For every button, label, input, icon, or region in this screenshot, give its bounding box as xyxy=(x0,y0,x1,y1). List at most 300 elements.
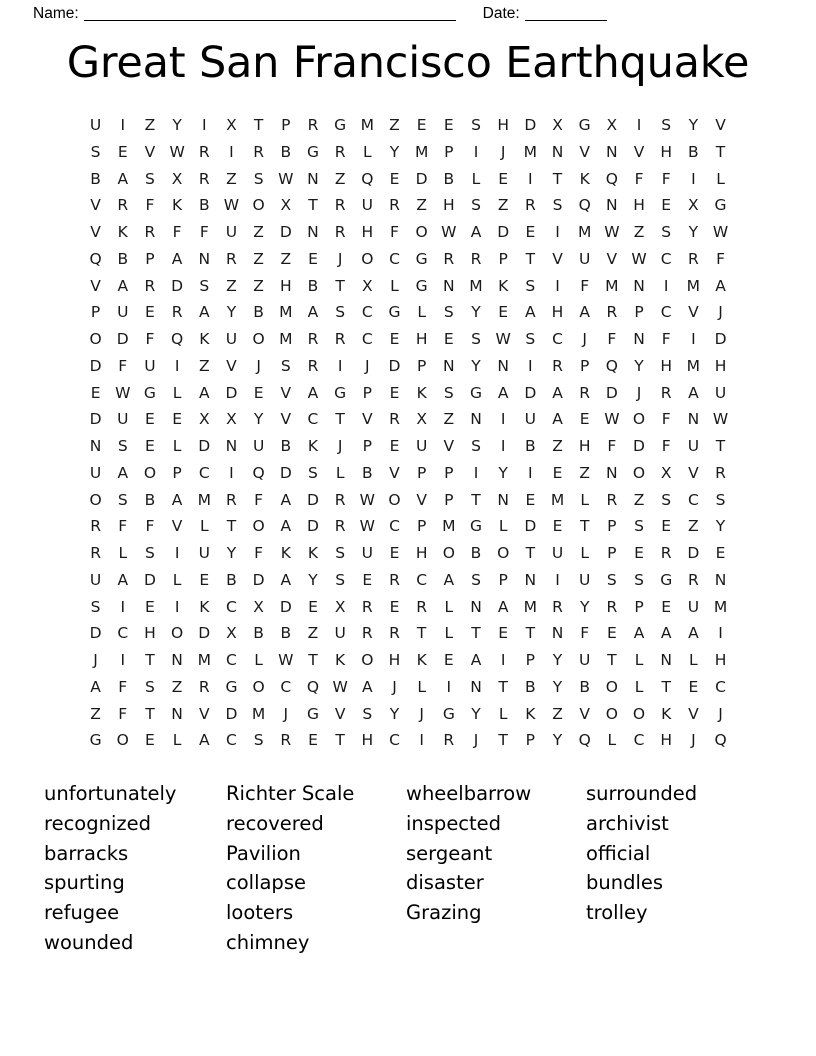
grid-cell[interactable]: U xyxy=(225,223,238,241)
word-list-item[interactable]: inspected xyxy=(406,811,502,835)
grid-cell[interactable]: B xyxy=(253,303,264,322)
grid-cell[interactable]: E xyxy=(552,517,563,536)
grid-cell[interactable]: B xyxy=(525,437,536,455)
grid-cell[interactable]: Z xyxy=(552,437,563,455)
grid-cell[interactable]: D xyxy=(225,383,238,402)
grid-cell[interactable]: E xyxy=(498,169,509,188)
grid-cell[interactable]: T xyxy=(226,517,237,536)
grid-cell[interactable]: K xyxy=(579,169,590,188)
grid-cell[interactable]: U xyxy=(89,570,102,589)
grid-cell[interactable]: W xyxy=(712,223,729,241)
grid-cell[interactable]: E xyxy=(525,223,536,241)
grid-cell[interactable]: U xyxy=(687,597,700,616)
grid-cell[interactable]: M xyxy=(197,490,211,509)
grid-cell[interactable]: I xyxy=(691,169,696,188)
grid-cell[interactable]: G xyxy=(89,731,102,750)
grid-cell[interactable]: A xyxy=(470,651,482,669)
grid-cell[interactable]: W xyxy=(332,677,348,696)
grid-cell[interactable]: V xyxy=(443,437,455,455)
grid-cell[interactable]: R xyxy=(361,624,373,643)
grid-cell[interactable]: L xyxy=(417,677,426,696)
grid-cell[interactable]: U xyxy=(415,437,428,455)
grid-cell[interactable]: I xyxy=(555,223,560,241)
grid-cell[interactable]: V xyxy=(633,142,645,161)
grid-cell[interactable]: R xyxy=(443,731,455,750)
grid-cell[interactable]: L xyxy=(634,677,644,696)
grid-cell[interactable]: I xyxy=(500,437,506,455)
grid-cell[interactable]: Z xyxy=(253,223,264,241)
grid-cell[interactable]: V xyxy=(552,249,563,268)
grid-cell[interactable]: N xyxy=(606,196,618,215)
grid-cell[interactable]: J xyxy=(256,356,261,375)
grid-cell[interactable]: J xyxy=(718,704,723,723)
grid-cell[interactable]: R xyxy=(443,249,455,268)
word-list-item[interactable]: disaster xyxy=(406,871,484,895)
grid-cell[interactable]: C xyxy=(687,490,699,509)
grid-cell[interactable]: B xyxy=(579,677,590,696)
grid-cell[interactable]: R xyxy=(280,731,292,750)
grid-cell[interactable]: T xyxy=(253,116,264,134)
grid-cell[interactable]: X xyxy=(552,116,563,134)
grid-cell[interactable]: I xyxy=(718,624,723,643)
grid-cell[interactable]: I xyxy=(500,410,506,429)
grid-cell[interactable]: D xyxy=(633,437,645,455)
word-list-item[interactable]: archivist xyxy=(586,811,669,835)
grid-cell[interactable]: L xyxy=(199,517,209,536)
grid-cell[interactable]: I xyxy=(528,463,533,482)
grid-cell[interactable]: D xyxy=(306,517,319,536)
grid-cell[interactable]: P xyxy=(362,437,372,455)
grid-cell[interactable]: N xyxy=(470,677,482,696)
grid-cell[interactable]: V xyxy=(579,704,590,723)
grid-cell[interactable]: R xyxy=(660,544,672,562)
grid-cell[interactable]: Z xyxy=(226,276,237,295)
grid-cell[interactable]: G xyxy=(660,570,673,589)
grid-cell[interactable]: Y xyxy=(552,677,563,696)
grid-cell[interactable]: V xyxy=(606,249,618,268)
grid-cell[interactable]: D xyxy=(143,570,156,589)
grid-cell[interactable]: R xyxy=(552,356,563,375)
grid-cell[interactable]: A xyxy=(579,303,590,322)
grid-cell[interactable]: I xyxy=(473,142,479,161)
grid-cell[interactable]: Y xyxy=(634,356,644,375)
grid-cell[interactable]: H xyxy=(361,731,374,750)
grid-cell[interactable]: X xyxy=(253,597,264,616)
grid-cell[interactable]: M xyxy=(279,303,293,322)
grid-cell[interactable]: D xyxy=(714,330,727,348)
grid-cell[interactable]: R xyxy=(606,303,618,322)
grid-cell[interactable]: A xyxy=(171,490,183,509)
grid-cell[interactable]: L xyxy=(716,169,725,188)
grid-cell[interactable]: G xyxy=(334,383,347,402)
grid-cell[interactable]: D xyxy=(89,356,102,375)
word-list-item[interactable]: collapse xyxy=(226,871,306,895)
grid-cell[interactable]: F xyxy=(199,223,209,241)
grid-cell[interactable]: R xyxy=(660,383,672,402)
grid-cell[interactable]: B xyxy=(525,677,536,696)
grid-cell[interactable]: X xyxy=(606,116,618,134)
grid-cell[interactable]: Z xyxy=(253,249,264,268)
grid-cell[interactable]: W xyxy=(495,330,511,348)
grid-cell[interactable]: S xyxy=(471,196,481,215)
word-list-item[interactable]: spurting xyxy=(44,871,125,895)
grid-cell[interactable]: D xyxy=(279,463,292,482)
grid-cell[interactable]: C xyxy=(660,303,672,322)
grid-cell[interactable]: E xyxy=(715,544,726,562)
grid-cell[interactable]: Q xyxy=(605,356,618,375)
grid-cell[interactable]: K xyxy=(117,223,128,241)
grid-cell[interactable]: T xyxy=(416,624,427,643)
grid-cell[interactable]: P xyxy=(498,570,508,589)
grid-cell[interactable]: R xyxy=(253,142,264,161)
grid-cell[interactable]: I xyxy=(174,597,180,616)
grid-cell[interactable]: Q xyxy=(714,731,727,750)
grid-cell[interactable]: U xyxy=(361,196,373,215)
grid-cell[interactable]: T xyxy=(335,731,345,750)
grid-cell[interactable]: T xyxy=(308,196,318,215)
grid-cell[interactable]: S xyxy=(145,544,155,562)
word-list-item[interactable]: surrounded xyxy=(586,782,698,805)
grid-cell[interactable]: E xyxy=(362,570,373,589)
grid-cell[interactable]: L xyxy=(172,383,182,402)
grid-cell[interactable]: E xyxy=(389,169,400,188)
grid-cell[interactable]: X xyxy=(226,624,237,643)
grid-cell[interactable]: X xyxy=(226,116,237,134)
grid-cell[interactable]: Z xyxy=(443,410,455,429)
grid-cell[interactable]: Q xyxy=(89,249,102,268)
grid-cell[interactable]: T xyxy=(525,544,536,562)
grid-cell[interactable]: S xyxy=(280,356,291,375)
grid-cell[interactable]: P xyxy=(634,597,644,616)
grid-cell[interactable]: X xyxy=(171,169,183,188)
grid-cell[interactable]: Y xyxy=(498,463,508,482)
grid-cell[interactable]: H xyxy=(714,651,727,669)
grid-cell[interactable]: A xyxy=(198,303,210,322)
grid-cell[interactable]: H xyxy=(660,356,673,375)
grid-cell[interactable]: Q xyxy=(306,677,320,696)
grid-cell[interactable]: Z xyxy=(198,356,210,375)
grid-cell[interactable]: A xyxy=(117,169,129,188)
grid-cell[interactable]: A xyxy=(688,383,699,402)
grid-cell[interactable]: E xyxy=(389,383,400,402)
grid-cell[interactable]: U xyxy=(144,356,156,375)
grid-cell[interactable]: F xyxy=(661,169,671,188)
grid-cell[interactable]: D xyxy=(524,383,537,402)
grid-cell[interactable]: K xyxy=(416,651,427,669)
grid-cell[interactable]: K xyxy=(280,544,291,562)
grid-cell[interactable]: M xyxy=(605,276,619,295)
grid-cell[interactable]: Z xyxy=(497,196,509,215)
grid-cell[interactable]: R xyxy=(198,677,210,696)
grid-cell[interactable]: U xyxy=(551,544,564,562)
grid-cell[interactable]: X xyxy=(226,410,237,429)
grid-cell[interactable]: W xyxy=(631,249,647,268)
grid-cell[interactable]: E xyxy=(253,383,264,402)
grid-cell[interactable]: G xyxy=(388,303,401,322)
grid-cell[interactable]: S xyxy=(335,544,346,562)
grid-cell[interactable]: H xyxy=(279,276,292,295)
grid-cell[interactable]: H xyxy=(714,356,727,375)
grid-cell[interactable]: O xyxy=(252,677,265,696)
grid-cell[interactable]: E xyxy=(172,410,182,429)
grid-cell[interactable]: O xyxy=(632,463,646,482)
grid-cell[interactable]: F xyxy=(145,330,155,348)
grid-cell[interactable]: J xyxy=(365,356,370,375)
grid-cell[interactable]: V xyxy=(226,356,237,375)
grid-cell[interactable]: M xyxy=(360,116,374,134)
grid-cell[interactable]: R xyxy=(334,223,346,241)
grid-cell[interactable]: O xyxy=(252,517,265,536)
grid-cell[interactable]: S xyxy=(335,570,346,589)
grid-cell[interactable]: T xyxy=(471,624,481,643)
grid-cell[interactable]: T xyxy=(335,276,345,295)
grid-cell[interactable]: P xyxy=(416,463,427,482)
grid-cell[interactable]: Z xyxy=(579,463,590,482)
grid-cell[interactable]: V xyxy=(389,463,400,482)
grid-cell[interactable]: Z xyxy=(280,249,292,268)
grid-cell[interactable]: D xyxy=(252,570,265,589)
grid-cell[interactable]: N xyxy=(524,570,537,589)
grid-cell[interactable]: W xyxy=(278,651,294,669)
grid-cell[interactable]: J xyxy=(337,249,343,268)
grid-cell[interactable]: A xyxy=(688,624,699,643)
grid-cell[interactable]: K xyxy=(307,437,319,455)
grid-cell[interactable]: W xyxy=(223,196,240,215)
grid-cell[interactable]: C xyxy=(389,249,400,268)
grid-cell[interactable]: M xyxy=(713,597,728,616)
grid-cell[interactable]: R xyxy=(198,142,210,161)
grid-cell[interactable]: S xyxy=(661,223,672,241)
grid-cell[interactable]: F xyxy=(145,517,155,536)
grid-cell[interactable]: Q xyxy=(578,196,591,215)
grid-cell[interactable]: N xyxy=(225,437,238,455)
grid-cell[interactable]: I xyxy=(555,570,560,589)
grid-cell[interactable]: T xyxy=(145,704,155,723)
grid-cell[interactable]: N xyxy=(171,651,183,669)
grid-cell[interactable]: E xyxy=(416,116,427,134)
grid-cell[interactable]: Z xyxy=(90,704,101,723)
grid-cell[interactable]: W xyxy=(604,410,620,429)
grid-cell[interactable]: S xyxy=(117,437,128,455)
grid-cell[interactable]: S xyxy=(606,570,617,589)
grid-cell[interactable]: G xyxy=(225,677,238,696)
grid-cell[interactable]: K xyxy=(661,704,672,723)
grid-cell[interactable]: A xyxy=(497,597,509,616)
grid-cell[interactable]: C xyxy=(307,410,319,429)
grid-cell[interactable]: A xyxy=(552,383,563,402)
grid-cell[interactable]: R xyxy=(389,196,400,215)
grid-cell[interactable]: E xyxy=(443,651,454,669)
grid-cell[interactable]: M xyxy=(197,651,211,669)
grid-cell[interactable]: F xyxy=(580,276,590,295)
grid-cell[interactable]: E xyxy=(145,731,155,750)
grid-cell[interactable]: A xyxy=(171,249,183,268)
grid-cell[interactable]: O xyxy=(632,704,646,723)
grid-cell[interactable]: G xyxy=(415,276,428,295)
grid-cell[interactable]: D xyxy=(524,517,537,536)
grid-cell[interactable]: P xyxy=(416,517,427,536)
grid-cell[interactable]: D xyxy=(497,223,510,241)
grid-cell[interactable]: T xyxy=(145,651,155,669)
grid-cell[interactable]: R xyxy=(552,597,563,616)
grid-cell[interactable]: L xyxy=(172,731,182,750)
grid-cell[interactable]: N xyxy=(551,624,564,643)
grid-cell[interactable]: Y xyxy=(308,570,318,589)
grid-cell[interactable]: Z xyxy=(389,116,400,134)
grid-cell[interactable]: D xyxy=(171,276,184,295)
grid-cell[interactable]: D xyxy=(605,383,618,402)
grid-cell[interactable]: L xyxy=(689,651,698,669)
grid-cell[interactable]: T xyxy=(335,410,345,429)
grid-cell[interactable]: N xyxy=(714,570,727,589)
grid-cell[interactable]: L xyxy=(390,276,399,295)
grid-cell[interactable]: F xyxy=(145,196,155,215)
grid-cell[interactable]: Z xyxy=(633,490,645,509)
grid-cell[interactable]: R xyxy=(90,517,101,536)
grid-cell[interactable]: X xyxy=(688,196,699,215)
grid-cell[interactable]: M xyxy=(469,276,483,295)
grid-cell[interactable]: Y xyxy=(389,704,400,723)
grid-cell[interactable]: D xyxy=(89,410,102,429)
grid-cell[interactable]: L xyxy=(498,517,508,536)
grid-cell[interactable]: J xyxy=(283,704,289,723)
grid-cell[interactable]: E xyxy=(145,437,155,455)
grid-cell[interactable]: A xyxy=(280,490,292,509)
grid-cell[interactable]: S xyxy=(471,116,481,134)
grid-cell[interactable]: R xyxy=(90,544,101,562)
grid-cell[interactable]: D xyxy=(89,624,102,643)
grid-cell[interactable]: V xyxy=(90,276,101,295)
grid-cell[interactable]: Z xyxy=(253,276,264,295)
grid-cell[interactable]: P xyxy=(607,517,617,536)
grid-cell[interactable]: V xyxy=(280,410,292,429)
grid-cell[interactable]: F xyxy=(118,517,128,536)
grid-cell[interactable]: N xyxy=(307,169,319,188)
grid-cell[interactable]: S xyxy=(90,597,101,616)
grid-cell[interactable]: D xyxy=(198,624,211,643)
grid-cell[interactable]: A xyxy=(307,303,319,322)
grid-cell[interactable]: L xyxy=(172,570,182,589)
grid-cell[interactable]: L xyxy=(498,704,508,723)
grid-cell[interactable]: R xyxy=(470,249,482,268)
grid-cell[interactable]: N xyxy=(443,276,455,295)
grid-cell[interactable]: Y xyxy=(471,704,481,723)
grid-cell[interactable]: T xyxy=(607,651,617,669)
grid-cell[interactable]: P xyxy=(416,356,427,375)
grid-cell[interactable]: V xyxy=(362,410,373,429)
grid-cell[interactable]: D xyxy=(415,169,428,188)
grid-cell[interactable]: F xyxy=(607,437,617,455)
grid-cell[interactable]: U xyxy=(334,624,346,643)
word-list-item[interactable]: Pavilion xyxy=(226,841,301,865)
grid-cell[interactable]: U xyxy=(89,463,102,482)
grid-cell[interactable]: M xyxy=(577,223,592,241)
grid-cell[interactable]: U xyxy=(252,437,265,455)
grid-cell[interactable]: C xyxy=(361,330,373,348)
grid-cell[interactable]: C xyxy=(226,651,237,669)
grid-cell[interactable]: F xyxy=(118,704,128,723)
grid-cell[interactable]: C xyxy=(660,249,672,268)
word-list-item[interactable]: looters xyxy=(226,901,294,925)
grid-cell[interactable]: E xyxy=(443,116,454,134)
grid-cell[interactable]: I xyxy=(120,116,126,134)
grid-cell[interactable]: K xyxy=(199,330,210,348)
grid-cell[interactable]: T xyxy=(661,677,671,696)
grid-cell[interactable]: P xyxy=(145,249,155,268)
grid-cell[interactable]: J xyxy=(691,731,696,750)
grid-cell[interactable]: C xyxy=(361,303,373,322)
grid-cell[interactable]: R xyxy=(334,490,346,509)
grid-cell[interactable]: C xyxy=(552,330,563,348)
grid-cell[interactable]: I xyxy=(120,597,126,616)
grid-cell[interactable]: L xyxy=(580,544,589,562)
grid-cell[interactable]: C xyxy=(389,517,400,536)
grid-cell[interactable]: U xyxy=(225,330,238,348)
grid-cell[interactable]: N xyxy=(633,276,645,295)
grid-cell[interactable]: S xyxy=(661,490,672,509)
grid-cell[interactable]: M xyxy=(523,597,538,616)
grid-cell[interactable]: O xyxy=(143,463,157,482)
word-list-item[interactable]: official xyxy=(586,841,651,865)
grid-cell[interactable]: V xyxy=(144,142,156,161)
grid-cell[interactable]: R xyxy=(307,330,319,348)
grid-cell[interactable]: B xyxy=(144,490,156,509)
grid-cell[interactable]: T xyxy=(498,731,508,750)
grid-cell[interactable]: V xyxy=(198,704,210,723)
grid-cell[interactable]: J xyxy=(636,383,642,402)
grid-cell[interactable]: L xyxy=(118,544,128,562)
grid-cell[interactable]: D xyxy=(306,490,319,509)
grid-cell[interactable]: A xyxy=(117,570,129,589)
grid-cell[interactable]: R xyxy=(579,383,591,402)
grid-cell[interactable]: I xyxy=(120,651,126,669)
grid-cell[interactable]: A xyxy=(198,383,210,402)
grid-cell[interactable]: B xyxy=(307,276,319,295)
grid-cell[interactable]: T xyxy=(579,517,590,536)
grid-cell[interactable]: B xyxy=(280,624,292,643)
grid-cell[interactable]: Y xyxy=(471,303,481,322)
grid-cell[interactable]: A xyxy=(525,303,536,322)
grid-cell[interactable]: F xyxy=(254,544,264,562)
grid-cell[interactable]: E xyxy=(525,490,536,509)
grid-cell[interactable]: J xyxy=(392,677,397,696)
grid-cell[interactable]: Y xyxy=(552,731,563,750)
grid-cell[interactable]: D xyxy=(279,597,292,616)
grid-cell[interactable]: H xyxy=(660,142,673,161)
grid-cell[interactable]: P xyxy=(362,383,372,402)
grid-cell[interactable]: Z xyxy=(552,704,563,723)
grid-cell[interactable]: E xyxy=(498,624,509,643)
grid-cell[interactable]: S xyxy=(471,437,481,455)
grid-cell[interactable]: P xyxy=(634,303,644,322)
grid-cell[interactable]: T xyxy=(715,142,726,161)
grid-cell[interactable]: S xyxy=(199,276,210,295)
grid-cell[interactable]: F xyxy=(716,249,725,268)
grid-cell[interactable]: Y xyxy=(552,651,563,669)
grid-cell[interactable]: F xyxy=(661,330,671,348)
grid-cell[interactable]: B xyxy=(226,570,237,589)
grid-cell[interactable]: C xyxy=(715,677,726,696)
grid-cell[interactable]: G xyxy=(469,517,482,536)
grid-cell[interactable]: A xyxy=(633,624,645,643)
grid-cell[interactable]: L xyxy=(362,142,372,161)
grid-cell[interactable]: E xyxy=(308,249,318,268)
grid-cell[interactable]: C xyxy=(226,731,237,750)
word-list-item[interactable]: unfortunately xyxy=(44,782,177,805)
grid-cell[interactable]: R xyxy=(307,116,319,134)
grid-cell[interactable]: Q xyxy=(578,731,591,750)
grid-cell[interactable]: E xyxy=(606,624,617,643)
